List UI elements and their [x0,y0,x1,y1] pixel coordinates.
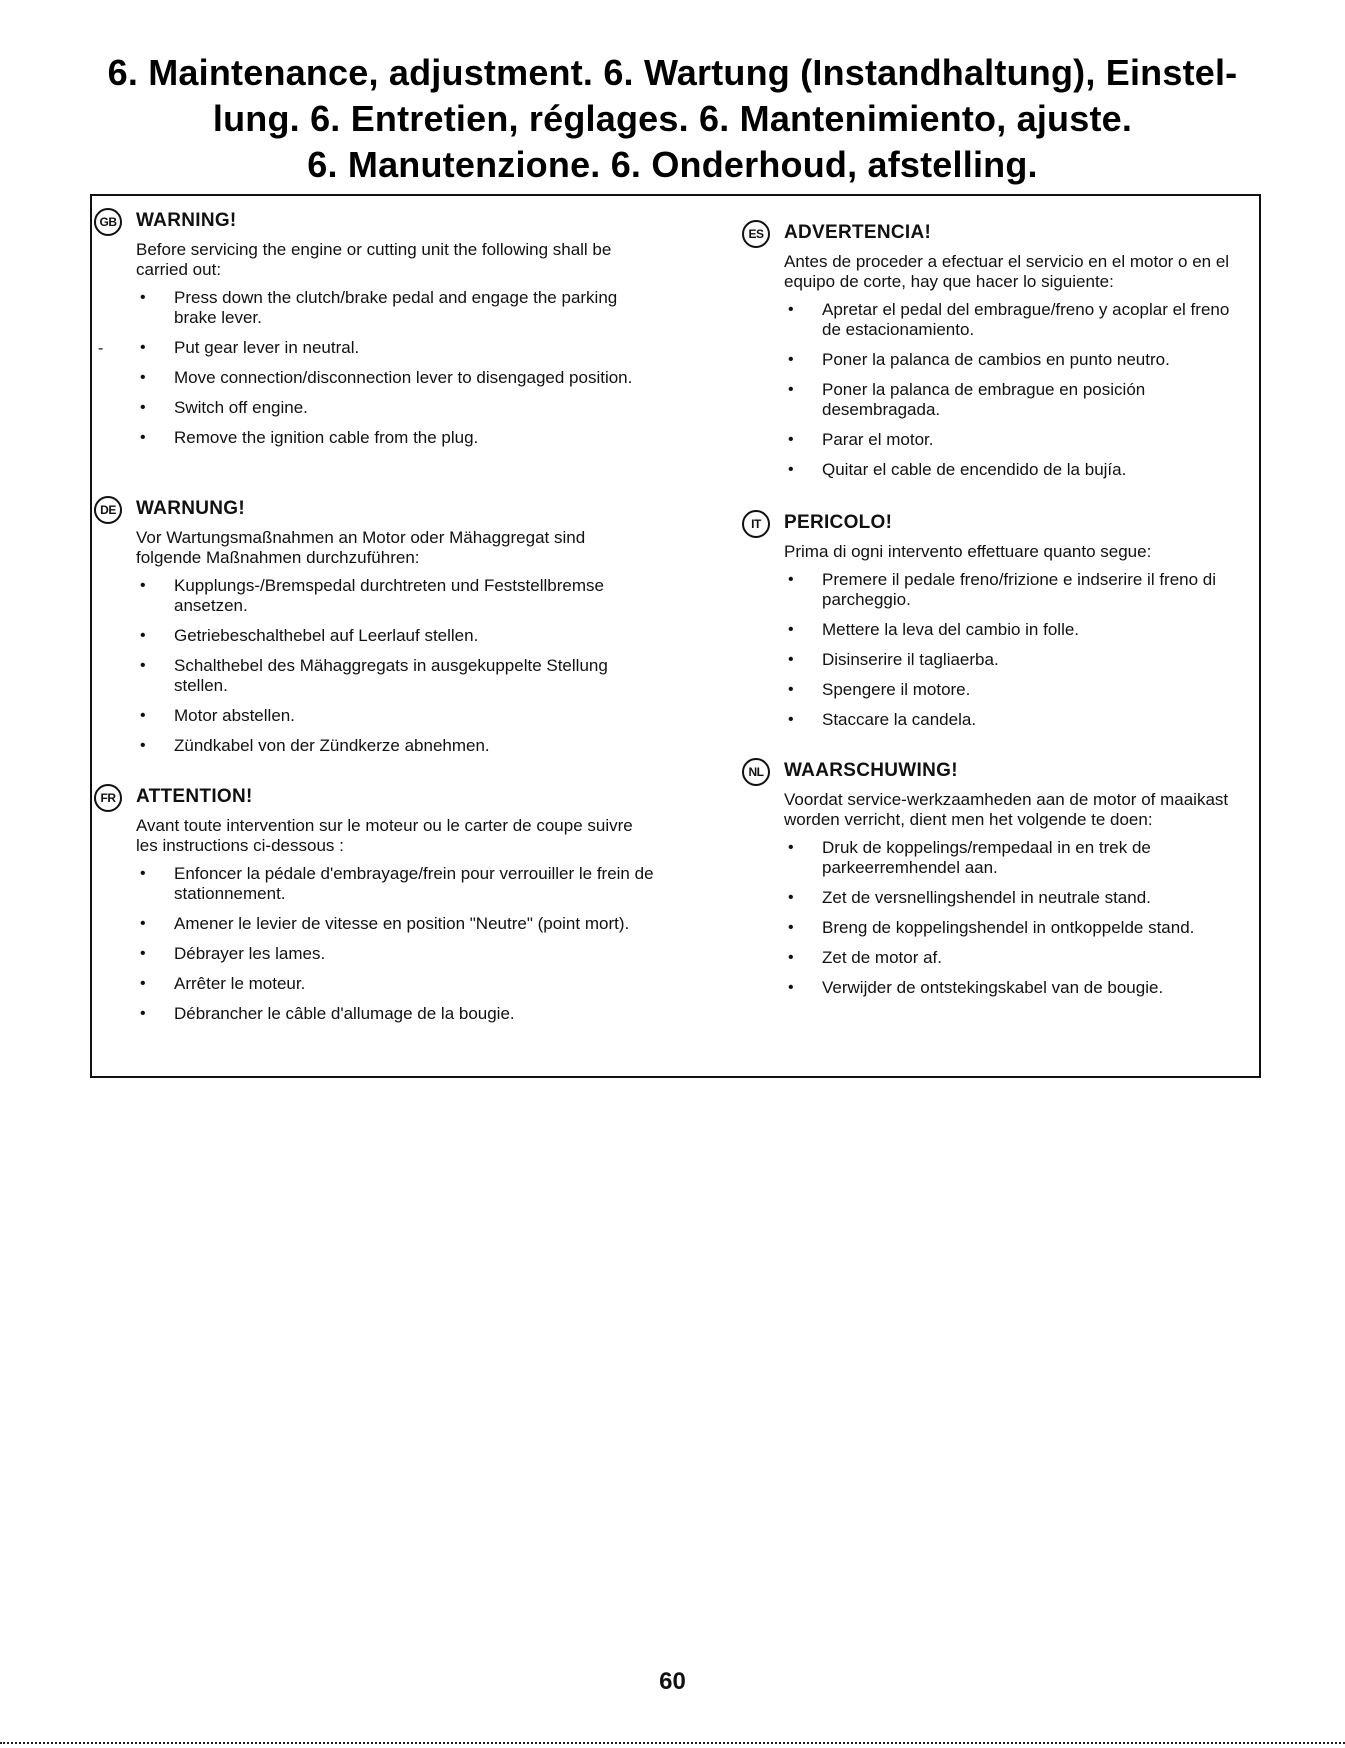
list-item: • Staccare la candela. [784,710,1242,730]
list-item: • Druk de koppelings/rempedaal in en trek de parkeerremhendel aan. [784,838,1242,878]
list-item: • Enfoncer la pédale d'embrayage/frein pour verrouiller le frein de stationnement. [136,864,654,904]
list-item: • Arrêter le moteur. [136,974,654,994]
list-item: • Move connection/disconnection lever to disengaged position. [136,368,654,388]
section-header [94,494,654,528]
section-intro: Antes de proceder a efectuar el servicio en el motor o en el equipo de corte, hay que hacer lo siguiente: [784,252,1230,291]
instruction-list [94,288,654,448]
list-item: • Schalthebel des Mähaggregats in ausgekuppelte Stellung stellen. [136,656,654,696]
stray-mark: - [98,340,104,357]
list-item: • Verwijder de ontstekingskabel van de bougie. [784,978,1242,998]
list-item: • Débrancher le câble d'allumage de la bougie. [136,1004,654,1024]
instruction-list [742,570,1242,730]
section-de [94,494,654,766]
list-item: • Amener le levier de vitesse en position "Neutre" (point mort). [136,914,654,934]
list-item: • Poner la palanca de cambios en punto neutro. [784,350,1242,370]
section-header [742,218,1242,252]
list-item: • Disinserire il tagliaerba. [784,650,1242,670]
list-item: • Débrayer les lames. [136,944,654,964]
list-item: • Premere il pedale freno/frizione e indserire il freno di parcheggio. [784,570,1242,610]
section-header [94,782,654,816]
title-line-2: lung. 6. Entretien, réglages. 6. Mantenimiento, ajuste. [212,98,1133,139]
language-badge-gb: GB [94,208,122,236]
warning-box [90,194,1261,1078]
instruction-list [742,838,1242,998]
list-item: • Mettere la leva del cambio in folle. [784,620,1242,640]
section-header [742,756,1242,790]
page-title [60,50,1285,188]
list-item: • Spengere il motore. [784,680,1242,700]
language-badge-de: DE [94,496,122,524]
section-heading: WAARSCHUWING! [784,760,958,781]
instruction-list [742,300,1242,480]
list-item: • Apretar el pedal del embrague/freno y acoplar el freno de estacionamiento. [784,300,1242,340]
section-heading: ATTENTION! [136,786,253,807]
list-item: • Parar el motor. [784,430,1242,450]
page-number: 60 [659,1668,686,1695]
language-badge-it: IT [742,510,770,538]
language-badge-es: ES [742,220,770,248]
section-heading: WARNUNG! [136,498,245,519]
list-item: • Breng de koppelingshendel in ontkoppelde stand. [784,918,1242,938]
section-intro: Prima di ogni intervento effettuare quanto segue: [784,542,1152,561]
list-item: • Put gear lever in neutral. [136,338,654,358]
list-item: • Kupplungs-/Bremspedal durchtreten und Feststellbremse ansetzen. [136,576,654,616]
language-badge-fr: FR [94,784,122,812]
list-item: • Poner la palanca de embrague en posición desembragada. [784,380,1242,420]
section-intro: Voordat service-werkzaamheden aan de motor of maaikast worden verricht, dient men het volgende te doen: [784,790,1229,829]
section-heading: WARNING! [136,210,237,231]
title-line-1: 6. Maintenance, adjustment. 6. Wartung (Instandhaltung), Einstel- [107,52,1238,93]
section-gb [94,206,654,458]
title-line-3: 6. Manutenzione. 6. Onderhoud, afstelling. [307,144,1038,185]
section-fr [94,782,654,1034]
section-intro: Avant toute intervention sur le moteur ou le carter de coupe suivre les instructions ci-dessous : [136,816,633,855]
list-item: • Motor abstellen. [136,706,654,726]
language-badge-nl: NL [742,758,770,786]
section-intro: Before servicing the engine or cutting unit the following shall be carried out: [136,240,612,279]
section-nl [742,756,1242,1008]
list-item: • Zündkabel von der Zündkerze abnehmen. [136,736,654,756]
list-item: • Zet de versnellingshendel in neutrale stand. [784,888,1242,908]
section-heading: PERICOLO! [784,512,893,533]
section-header [742,508,1242,542]
section-intro: Vor Wartungsmaßnahmen an Motor oder Mähaggregat sind folgende Maßnahmen durchzuführen: [136,528,586,567]
list-item: • Getriebeschalthebel auf Leerlauf stellen. [136,626,654,646]
list-item: • Quitar el cable de encendido de la bujía. [784,460,1242,480]
section-it [742,508,1242,740]
list-item: • Switch off engine. [136,398,654,418]
list-item: • Remove the ignition cable from the plug. [136,428,654,448]
section-heading: ADVERTENCIA! [784,222,932,243]
instruction-list [94,864,654,1024]
list-item: • Zet de motor af. [784,948,1242,968]
scan-edge-divider [0,1742,1345,1744]
instruction-list [94,576,654,756]
section-header [94,206,654,240]
list-item: • Press down the clutch/brake pedal and engage the parking brake lever. [136,288,654,328]
section-es [742,218,1242,490]
